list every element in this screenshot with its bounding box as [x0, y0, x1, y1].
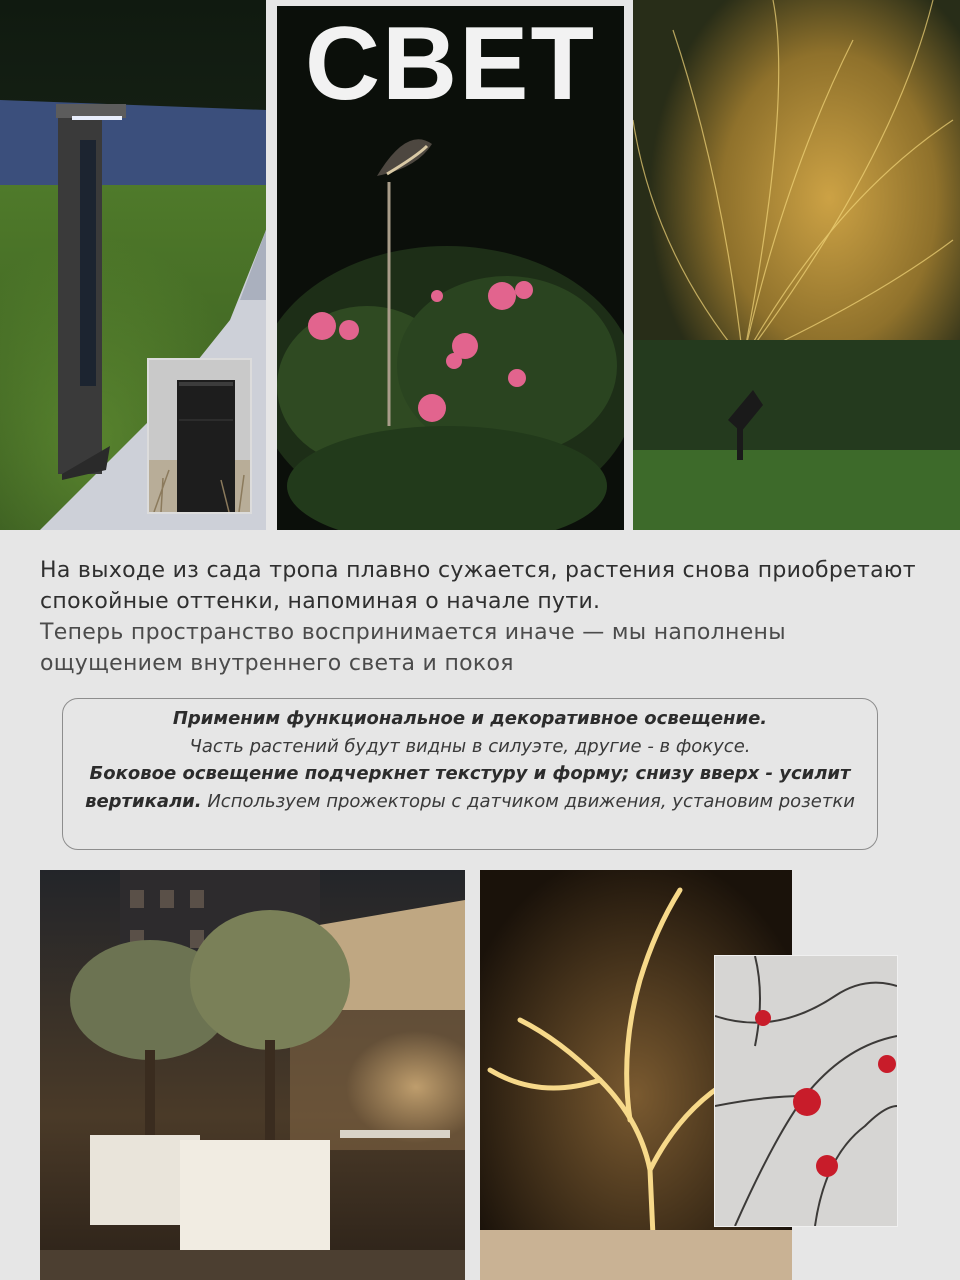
page-title: СВЕТ [304, 6, 597, 122]
photo-inset-black-bollard [147, 358, 252, 514]
callout-line-2: Часть растений будут видны в силуэте, другие - в фокусе. [189, 735, 751, 757]
callout-line-1: Применим функциональное и декоративное освещение. [172, 708, 768, 729]
photo-red-berries-snow [714, 955, 898, 1227]
lighting-callout-box [62, 698, 878, 850]
intro-paragraph-secondary: Теперь пространство воспринимается иначе — мы наполнены ощущением внутреннего света и покоя [40, 620, 786, 676]
callout-line-3-rest: Используем прожекторы с датчиком движения, установим розетки [207, 790, 855, 812]
callout-line-3 [83, 760, 857, 815]
callout-line-3-bold: Боковое освещение подчеркнет текстуру и форму; снизу вверх - усилит вертикали. [85, 763, 851, 812]
photo-patio-olive-trees [40, 870, 465, 1280]
intro-paragraph: На выходе из сада тропа плавно сужается, растения снова приобретают спокойные оттенки, напоминая о начале пути. [40, 558, 916, 614]
photo-ornamental-grass-uplight [633, 0, 960, 530]
